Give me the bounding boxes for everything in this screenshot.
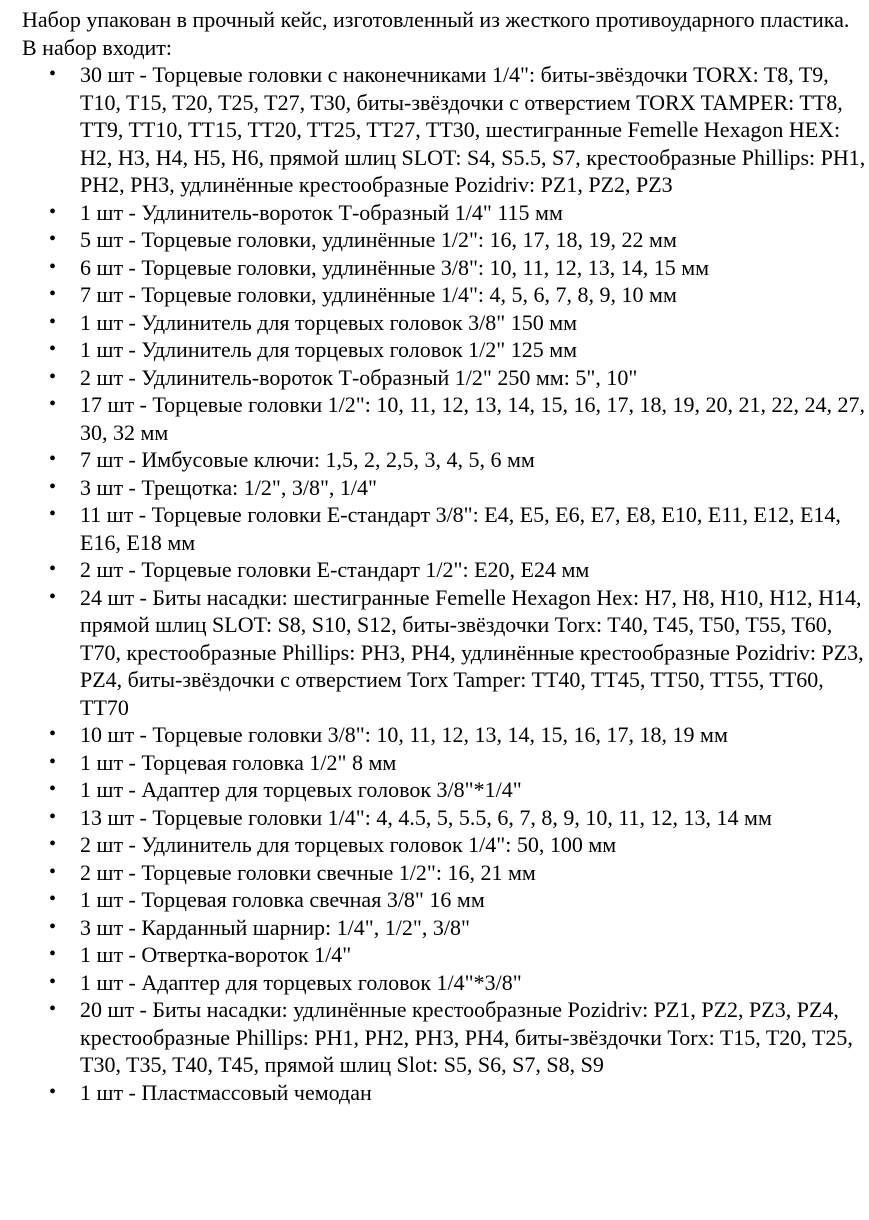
- list-item: • 13 шт - Торцевые головки 1/4": 4, 4.5, 5, 5.5, 6, 7, 8, 9, 10, 11, 12, 13, 14 мм: [80, 804, 869, 832]
- list-item: • 1 шт - Адаптер для торцевых головок 3/8"*1/4": [80, 776, 869, 804]
- list-item: • 7 шт - Торцевые головки, удлинённые 1/4": 4, 5, 6, 7, 8, 9, 10 мм: [80, 281, 869, 309]
- list-item: • 1 шт - Удлинитель-вороток Т-образный 1/4" 115 мм: [80, 199, 869, 227]
- list-item: • 10 шт - Торцевые головки 3/8": 10, 11, 12, 13, 14, 15, 16, 17, 18, 19 мм: [80, 721, 869, 749]
- list-item: • 1 шт - Отвертка-вороток 1/4": [80, 941, 869, 969]
- contents-heading: В набор входит:: [22, 34, 173, 60]
- list-item: • 1 шт - Торцевая головка 1/2" 8 мм: [80, 749, 869, 777]
- contents-list: [22, 61, 869, 1106]
- list-item: • 7 шт - Имбусовые ключи: 1,5, 2, 2,5, 3, 4, 5, 6 мм: [80, 446, 869, 474]
- list-item: • 1 шт - Торцевая головка свечная 3/8" 16 мм: [80, 886, 869, 914]
- list-item: • 11 шт - Торцевые головки E-стандарт 3/8": E4, E5, E6, E7, E8, E10, E11, E12, E14, E16, E18 мм: [80, 501, 869, 556]
- list-item: • 1 шт - Пластмассовый чемодан: [80, 1079, 869, 1107]
- list-item: • 5 шт - Торцевые головки, удлинённые 1/2": 16, 17, 18, 19, 22 мм: [80, 226, 869, 254]
- list-item: • 2 шт - Удлинитель-вороток Т-образный 1/2" 250 мм: 5", 10": [80, 364, 869, 392]
- list-item: • 17 шт - Торцевые головки 1/2": 10, 11, 12, 13, 14, 15, 16, 17, 18, 19, 20, 21, 22, 24, 27, 30, 32 мм: [80, 391, 869, 446]
- list-item: • 20 шт - Биты насадки: удлинённые крестообразные Pozidriv: PZ1, PZ2, PZ3, PZ4, крестообразные Phillips: PH1, PH2, PH3, PH4, биты-звёздочки Torx: T15, T20, T25, T30, T35, T40, T45, прямой шлиц Slot: S5, S6, S7, S8, S9: [80, 996, 869, 1079]
- list-item: • 3 шт - Карданный шарнир: 1/4", 1/2", 3/8": [80, 914, 869, 942]
- list-item: • 1 шт - Удлинитель для торцевых головок 3/8" 150 мм: [80, 309, 869, 337]
- list-item: • 2 шт - Удлинитель для торцевых головок 1/4": 50, 100 мм: [80, 831, 869, 859]
- list-item: • 6 шт - Торцевые головки, удлинённые 3/8": 10, 11, 12, 13, 14, 15 мм: [80, 254, 869, 282]
- list-item: • 2 шт - Торцевые головки E-стандарт 1/2": E20, E24 мм: [80, 556, 869, 584]
- list-item: • 3 шт - Трещотка: 1/2", 3/8", 1/4": [80, 474, 869, 502]
- list-item: • 1 шт - Адаптер для торцевых головок 1/4"*3/8": [80, 969, 869, 997]
- list-item: • 1 шт - Удлинитель для торцевых головок 1/2" 125 мм: [80, 336, 869, 364]
- list-item: • 2 шт - Торцевые головки свечные 1/2": 16, 21 мм: [80, 859, 869, 887]
- list-item: • 30 шт - Торцевые головки с наконечниками 1/4": биты-звёздочки TORX: T8, T9, T10, T15, T20, T25, T27, T30, биты-звёздочки с отверстием TORX TAMPER: TT8, TT9, TT10, TT15, TT20, TT25, TT27, TT30, шестигранные Femelle Hexagon HEX: H2, H3, H4, H5, H6, прямой шлиц SLOT: S4, S5.5, S7, крестообразные Phillips: PH1, PH2, PH3, удлинённые крестообразные Pozidriv: PZ1, PZ2, PZ3: [80, 61, 869, 199]
- list-item: • 24 шт - Биты насадки: шестигранные Femelle Hexagon Hex: H7, H8, H10, H12, H14, прямой шлиц SLOT: S8, S10, S12, биты-звёздочки Torx: T40, T45, T50, T55, T60, T70, крестообразные Phillips: PH3, PH4, удлинённые крестообразные Pozidriv: PZ3, PZ4, биты-звёздочки с отверстием Torx Tamper: TT40, TT45, TT50, TT55, TT60, TT70: [80, 584, 869, 722]
- intro-paragraph: Набор упакован в прочный кейс, изготовленный из жесткого противоударного пластика.: [22, 7, 850, 32]
